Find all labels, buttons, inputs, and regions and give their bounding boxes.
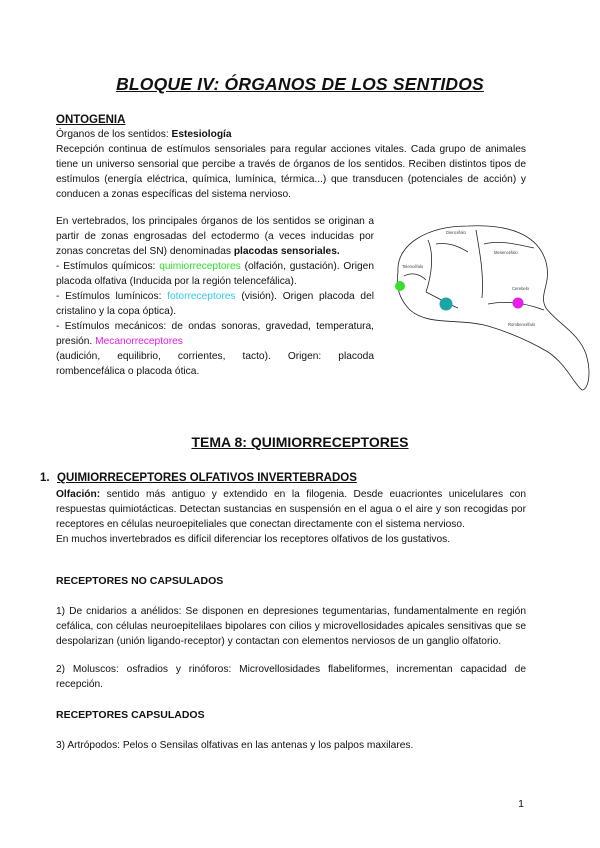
- label-cerebelo: Cerebelo: [512, 286, 529, 291]
- label-telencefalo: Telencéfalo: [402, 264, 424, 269]
- item-1-paragraph: 1) De cnidarios a anélidos: Se disponen en depresiones tegumentarias, fundamentalmente en región cefálica, con células neuroepitelilaes bipolares con cilios y microvellosidades apicales sensitivas que se despolarizan (unión ligando-receptor) y contactan con elementos nerviosos de un ganglio olfatorio.: [56, 606, 526, 647]
- luminicos-post: (visión). Origen placoda del cristalino y la copa óptica).: [56, 291, 374, 317]
- organos-label: Órganos de los sentidos:: [56, 129, 172, 140]
- olfacion-label: Olfación:: [56, 489, 101, 500]
- tema-title: TEMA 8: QUIMIORRECEPTORES: [191, 434, 409, 450]
- olfacion-paragraph: [56, 487, 526, 547]
- otic-placode-marker: [513, 298, 524, 309]
- mecanicos-pre: - Estímulos mecánicos: de ondas sonoras, gravedad, temperatura, presión.: [56, 321, 374, 347]
- page-number: 1: [518, 798, 524, 810]
- section-1-number: 1.: [40, 472, 50, 484]
- label-diencefalo: Diencéfalo: [446, 230, 466, 235]
- ontogenia-paragraph-2: [56, 214, 374, 379]
- receptores-no-capsulados-heading: RECEPTORES NO CAPSULADOS: [56, 575, 224, 587]
- olfactory-placode-marker: [395, 281, 405, 291]
- embryo-brain-diagram: [388, 214, 598, 400]
- fotorreceptores-term: fotorreceptores: [167, 291, 236, 302]
- label-mesencefalo: Mesencéfalo: [494, 250, 518, 255]
- mecanorreceptores-term: Mecanorreceptores: [95, 336, 183, 347]
- placodas-intro: En vertebrados, los principales órganos de los sentidos se originan a partir de zonas engrosadas del ectodermo (a veces inducidas por zonas concretas del SN) denominadas: [56, 216, 374, 257]
- olfacion-text: sentido más antiguo y extendido en la filogenia. Desde euacriontes unicelulares con respuestas quimiotácticas. Detectan sustancias en suspensión en el agua o el aire y son recogidas por receptores en células neuroepiteliales que conectan directamente con el sistema nervioso.: [56, 489, 526, 530]
- optic-placode-marker: [440, 298, 453, 311]
- luminicos-pre: - Estímulos lumínicos:: [56, 291, 168, 302]
- ontogenia-paragraph-1: Recepción continua de estímulos sensoriales para regular acciones vitales. Cada grupo de animales tiene un universo sensorial que percibe a través de órganos de los sentidos. Reciben distintos tipos de estímulos (energía eléctrica, química, lumínica, térmica...) que transducen (potenciales de acción) y conducen a zonas específicas del sistema nervioso.: [56, 144, 526, 200]
- item-2-paragraph: 2) Moluscos: osfradios y rinóforos: Microvellosidades flabeliformes, incrementan capacidad de recepción.: [56, 664, 526, 690]
- quimiorreceptores-term: quimiorreceptores: [159, 261, 241, 272]
- organos-term: Estesiología: [171, 129, 232, 140]
- organos-line: [56, 127, 526, 142]
- section-1-heading: QUIMIORRECEPTORES OLFATIVOS INVERTEBRADOS: [57, 472, 357, 484]
- placodas-term: placodas sensoriales.: [233, 246, 340, 257]
- olfacion-text-2: En muchos invertebrados es difícil diferenciar los receptores olfativos de los gustativos.: [56, 534, 451, 545]
- item-3-paragraph: 3) Artrópodos: Pelos o Sensilas olfativas en las antenas y los palpos maxilares.: [56, 740, 414, 751]
- quimicos-post: (olfación, gustación). Origen placoda olfativa (Inducida por la región telencefálica).: [56, 261, 374, 287]
- label-rombencefalo: Rombencéfalo: [508, 322, 536, 327]
- quimicos-pre: - Estímulos químicos:: [56, 261, 160, 272]
- mecanicos-post: (audición, equilibrio, corrientes, tacto). Origen: placoda rombencefálica o placoda ótica.: [56, 351, 374, 377]
- section-heading-ontogenia: ONTOGENIA: [56, 114, 126, 126]
- receptores-capsulados-heading: RECEPTORES CAPSULADOS: [56, 709, 205, 721]
- document-title: BLOQUE IV: ÓRGANOS DE LOS SENTIDOS: [116, 74, 484, 94]
